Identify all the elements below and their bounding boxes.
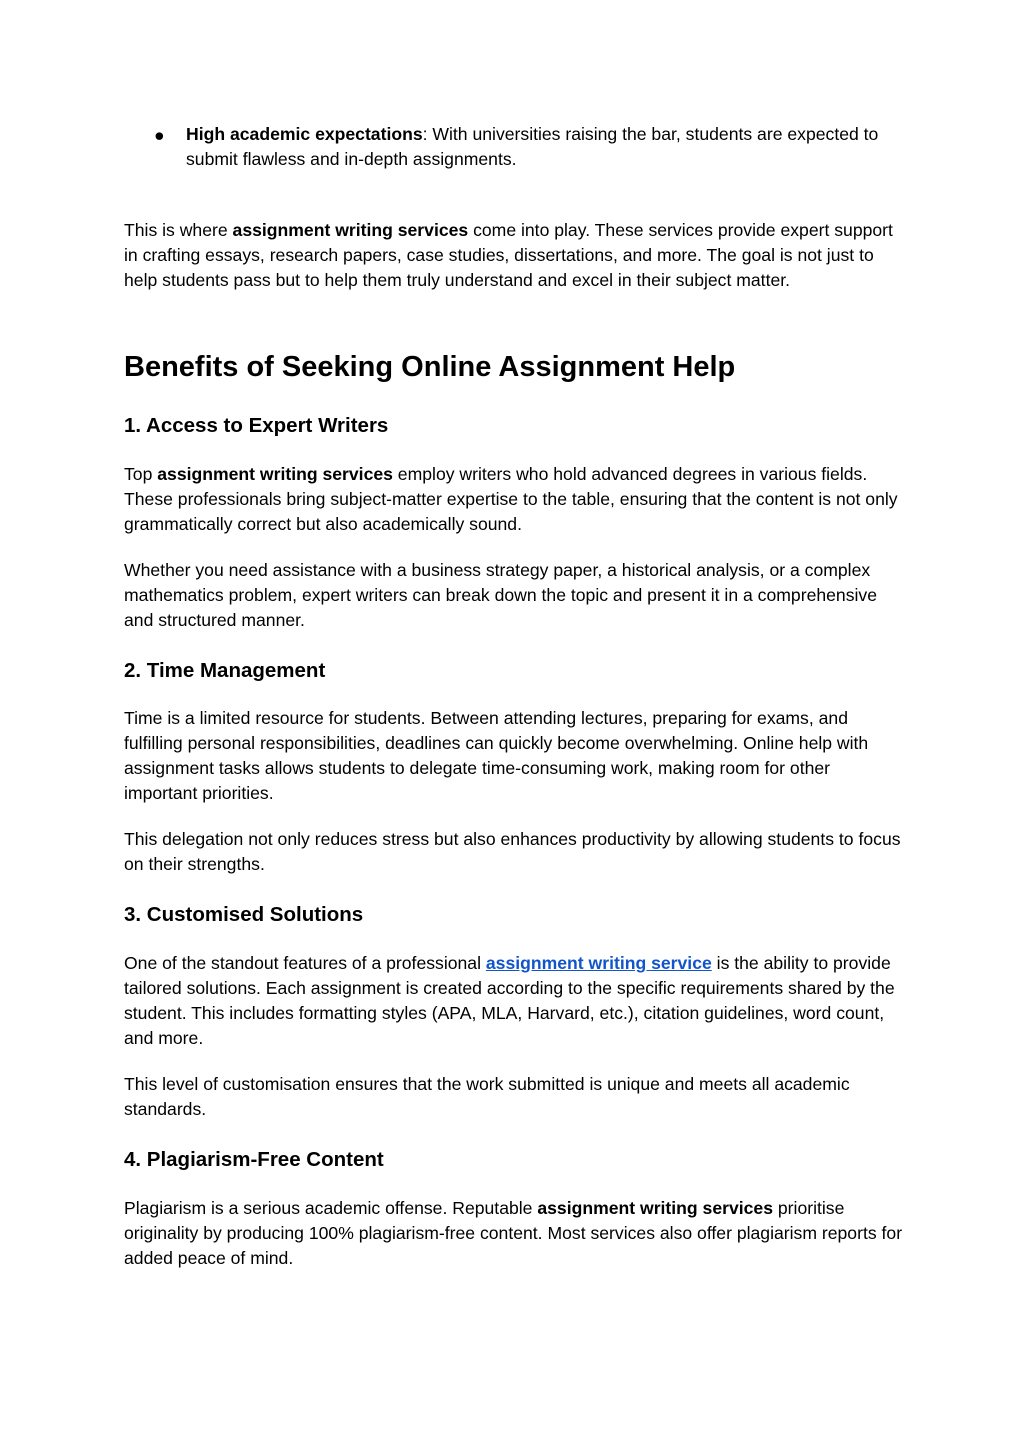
section-heading-expert-writers: 1. Access to Expert Writers xyxy=(124,414,389,437)
intro-bold-text: assignment writing services xyxy=(232,220,469,240)
bullet-item xyxy=(186,122,886,172)
section-3-paragraph-1 xyxy=(124,951,904,1051)
s1-p1-post: employ writers who hold advanced degrees in various fields. These professionals bring subject-matter expertise to the table, ensuring that the content is not only grammatically correct but also academically sound. xyxy=(124,464,898,534)
intro-text-pre: This is where xyxy=(124,220,233,240)
s3-p1-post: is the ability to provide tailored solutions. Each assignment is created according to the specific requirements shared by the student. This includes formatting styles (APA, MLA, Harvard, etc.), citation guidelines, word count, and more. xyxy=(124,953,895,1048)
s3-p1-pre: One of the standout features of a professional xyxy=(124,953,486,973)
section-1-paragraph-1 xyxy=(124,462,904,537)
section-1-paragraph-2: Whether you need assistance with a business strategy paper, a historical analysis, or a complex mathematics problem, expert writers can break down the topic and present it in a comprehensive and structured manner. xyxy=(124,560,877,630)
assignment-writing-service-link[interactable]: assignment writing service xyxy=(485,953,712,973)
bullet-rest-text: : With universities raising the bar, students are expected to submit flawless and in-depth assignments. xyxy=(186,124,879,169)
s1-p1-pre: Top xyxy=(124,464,158,484)
section-4-paragraph-1 xyxy=(124,1196,904,1271)
intro-paragraph xyxy=(124,218,904,293)
s4-p1-pre: Plagiarism is a serious academic offense. Reputable xyxy=(124,1198,538,1218)
section-heading-plagiarism-free: 4. Plagiarism-Free Content xyxy=(124,1148,384,1171)
bullet-bold-text: High academic expectations xyxy=(186,124,423,144)
section-heading-time-management: 2. Time Management xyxy=(124,659,326,682)
s4-p1-post: prioritise originality by producing 100% plagiarism-free content. Most services also offer plagiarism reports for added peace of mind. xyxy=(124,1198,903,1268)
section-3-paragraph-2: This level of customisation ensures that the work submitted is unique and meets all academic standards. xyxy=(124,1074,850,1119)
section-heading-customised-solutions: 3. Customised Solutions xyxy=(124,903,364,926)
s1-p1-bold: assignment writing services xyxy=(157,464,393,484)
s4-p1-bold: assignment writing services xyxy=(537,1198,773,1218)
main-heading: Benefits of Seeking Online Assignment Help xyxy=(124,351,736,383)
section-2-paragraph-2: This delegation not only reduces stress but also enhances productivity by allowing students to focus on their strengths. xyxy=(124,829,901,874)
intro-text-post: come into play. These services provide expert support in crafting essays, research papers, case studies, dissertations, and more. The goal is not just to help students pass but to help them truly understand and excel in their subject matter. xyxy=(124,220,893,290)
section-2-paragraph-1: Time is a limited resource for students. Between attending lectures, preparing for exams, and fulfilling personal responsibilities, deadlines can quickly become overwhelming. Online help with assignment tasks allows students to delegate time-consuming work, making room for other important priorities. xyxy=(124,708,869,803)
bullet-marker: ● xyxy=(154,125,165,145)
